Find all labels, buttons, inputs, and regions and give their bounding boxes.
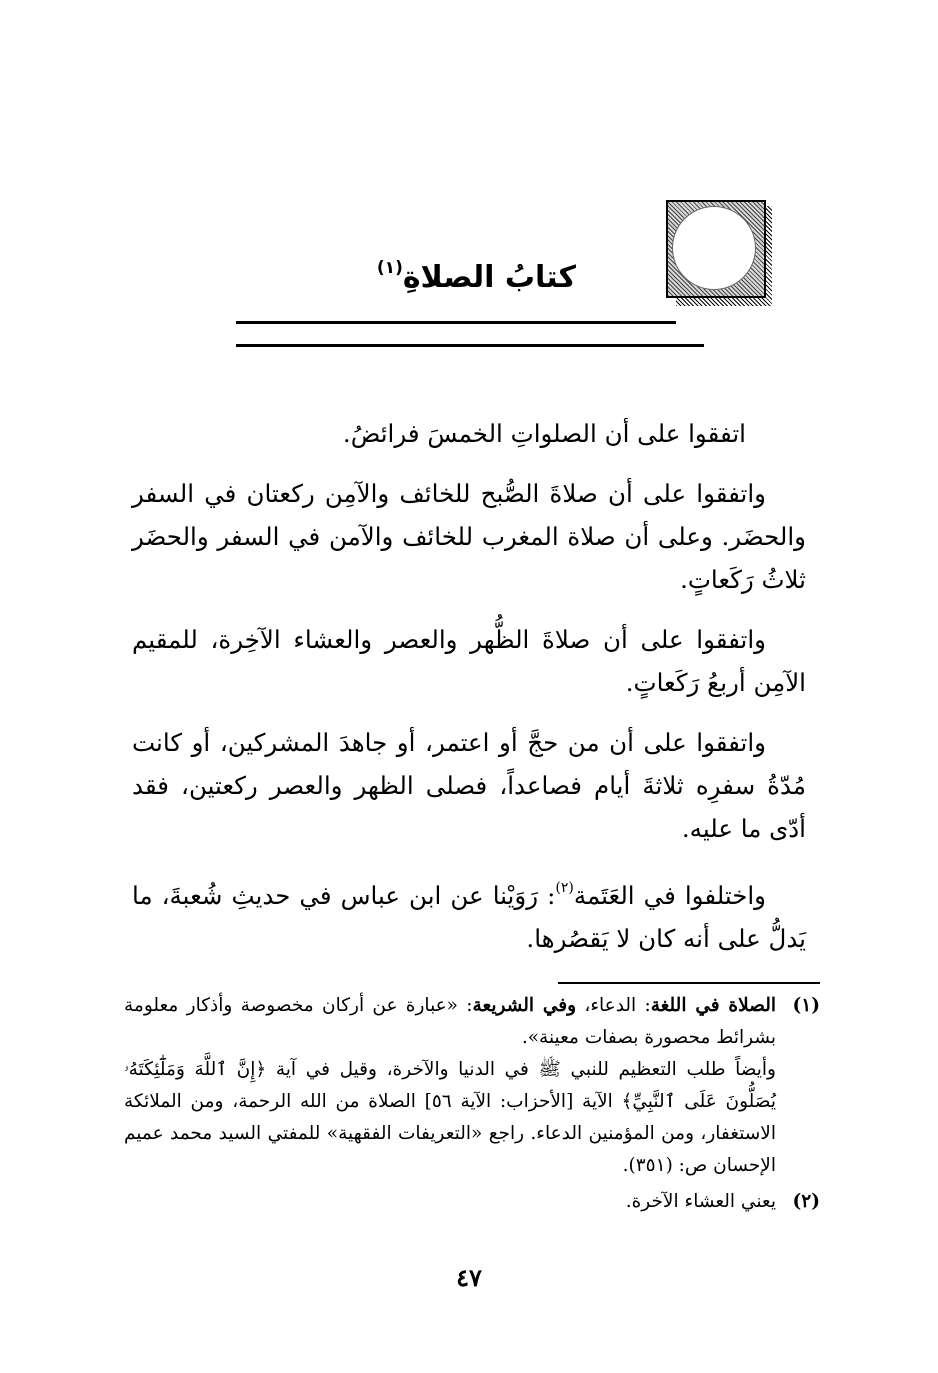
footnotes [124, 990, 820, 1222]
footnote-1-para-2: وأيضاً طلب التعظيم للنبي ﷺ في الدنيا والآخرة، وقيل في آية ﴿إِنَّ ٱللَّهَ وَمَلَٰٓئِكَتَهُۥ يُصَلُّونَ عَلَى ٱلنَّبِيِّ﴾ الآية [الأحزاب: الآية ٥٦] الصلاة من الله الرحمة، ومن الملائكة الاستغفار، ومن المؤمنين الدعاء. راجع «التعريفات الفقهية» للمفتي السيد محمد عميم الإحسان ص: (٣٥١). [124, 1059, 776, 1176]
footnote-2 [124, 1186, 820, 1218]
chapter-emblem-icon [666, 200, 774, 308]
footnote-1-number: (١) [792, 995, 820, 1016]
paragraph-3: واتفقوا على أن صلاةَ الظُّهر والعصر والعشاء الآخِرة، للمقيم الآمِن أربعُ رَكَعاتٍ. [132, 625, 806, 697]
paragraph-4: واتفقوا على أن من حجَّ أو اعتمر، أو جاهدَ المشركين، أو كانت مُدّةُ سفرِه ثلاثةَ أيام فصاعداً، فصلى الظهر والعصر ركعتين، فقد أدّى ما عليه. [132, 728, 806, 843]
footnote-2-number: (٢) [792, 1191, 820, 1212]
title-rule-top [236, 321, 676, 324]
main-text [132, 412, 806, 977]
chapter-title-text: كتابُ الصلاةِ [402, 260, 576, 295]
paragraph-5-start: واختلفوا في العَتَمة [573, 881, 766, 910]
footnote-separator [558, 982, 820, 984]
footnote-1-term-1: الصلاة في اللغة [650, 995, 776, 1016]
chapter-title [377, 248, 576, 298]
paragraph-5-end: : رَوَيْنا عن ابن عباس في حديثِ شُعبةَ، ما يَدلُّ على أنه كان لا يَقصُرها. [132, 881, 806, 953]
footnote-1-term-2: وفي الشريعة [472, 995, 577, 1016]
footnote-1-para-1 [124, 990, 776, 1054]
footnote-1 [124, 990, 820, 1182]
title-rule-bottom [236, 344, 704, 347]
chapter-footnote-ref[interactable]: (١) [376, 258, 403, 278]
paragraph-2: واتفقوا على أن صلاةَ الصُّبح للخائف والآمِن ركعتان في السفر والحضَر. وعلى أن صلاة المغرب للخائف والآمن في السفر والحضَر ثلاثُ رَكَعاتٍ. [132, 479, 806, 594]
footnote-1-text-2: : «عبارة عن أركان مخصوصة وأذكار معلومة بشرائط محصورة بصفات معينة». [124, 995, 776, 1048]
footnote-ref-2[interactable]: (٢) [555, 880, 574, 896]
page-number: ٤٧ [456, 1263, 482, 1292]
paragraph-1: اتفقوا على أن الصلواتِ الخمسَ فرائضُ. [342, 419, 746, 448]
paragraph-5 [132, 867, 806, 960]
footnote-1-text-1: : الدعاء، [576, 995, 651, 1016]
footnote-2-text: يعني العشاء الآخرة. [625, 1191, 776, 1212]
